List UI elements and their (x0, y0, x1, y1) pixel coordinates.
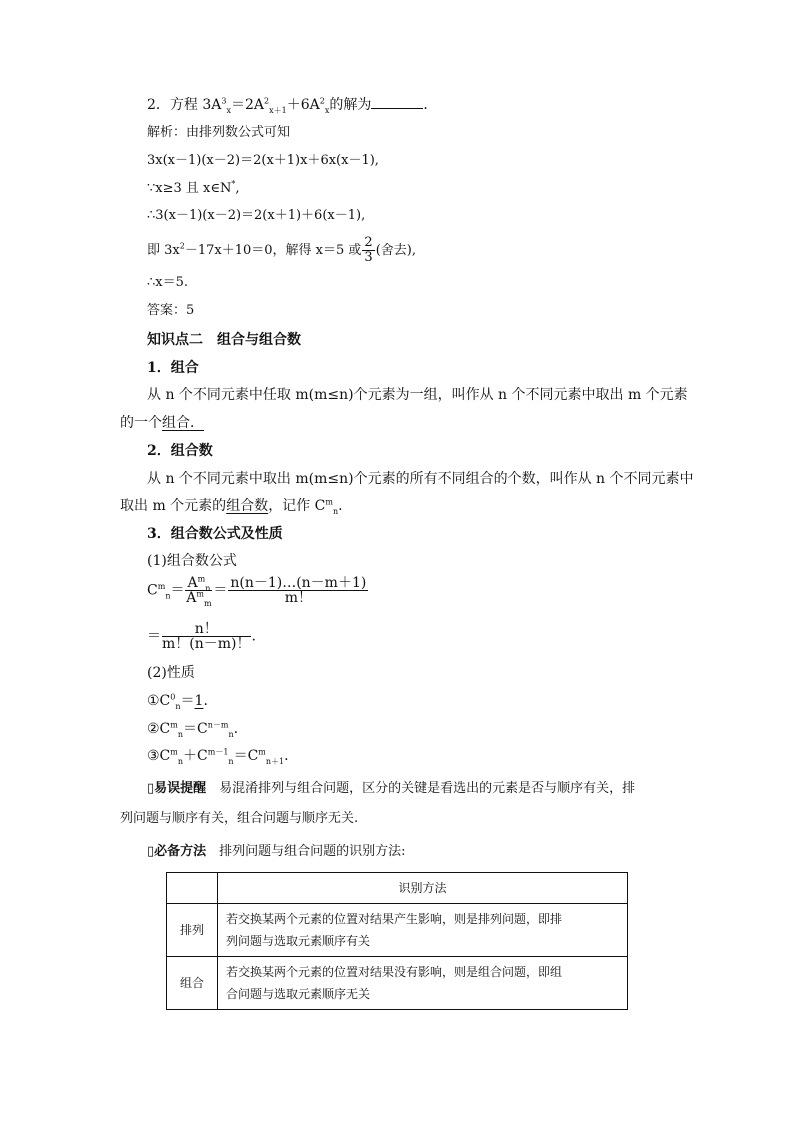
method-marker-icon: ▯ (147, 844, 155, 859)
equation-3: 即 $3x^2-17x+10=0$，解得 x＝5 或 $\frac{2}{3}$ (舍去), (147, 235, 416, 265)
question-stem: 2．方程 $3A^3_x=2A^2_{x+1}+6A^2_x$的解为 ． (147, 96, 438, 115)
condition: ∵x≥3 且 x∈N*, (147, 179, 240, 196)
fraction-two-thirds: $\frac{2}{3}$ (364, 235, 373, 265)
identification-table (166, 872, 628, 1010)
row-content: 若交换某两个元素的位置对结果产生影响，则是排列问题，即排 列问题与选取元素顺序有关 (218, 904, 628, 957)
table-row (167, 957, 628, 1010)
section-title: 知识点二 组合与组合数 (147, 332, 301, 348)
answer-blank (371, 96, 423, 109)
fraction-factorial: $\frac{n!}{m!(n-m)!}$ (162, 621, 251, 652)
analysis-label: 解析：由排列数公式可知 (147, 125, 291, 140)
property-2: $②C^m_n=C^{n-m}_n$. (147, 720, 239, 739)
subsection-1-line-2: 的一个组合． (120, 415, 204, 431)
result: ∴x＝5. (147, 275, 189, 290)
fraction-a-over-a: $\frac{A^m_n}{A^m_m}$ (186, 574, 212, 608)
tip-marker-icon: ▯ (147, 781, 155, 796)
property-1: $①C^0_n=1$. (147, 692, 208, 711)
row-label: 组合 (167, 957, 218, 1010)
tip-line-1: ▯易误提醒 易混淆排列与组合问题，区分的关键是看选出的元素是否与顺序有关，排 (147, 781, 636, 796)
table-row (167, 904, 628, 957)
tip-line-2: 列问题与顺序有关，组合问题与顺序无关. (120, 811, 359, 826)
subsection-2-line-1: 从 n 个不同元素中取出 m(m≤n)个元素的所有不同组合的个数，叫作从 n 个不同元素中 (147, 471, 694, 487)
combination-formula-factorial: ＝ $\frac{n!}{m!(n-m)!}$ . (147, 621, 256, 652)
subsection-1-line-1: 从 n 个不同元素中任取 m(m≤n)个元素为一组，叫作从 n 个不同元素中取出 m 个元素 (147, 387, 688, 403)
combination-formula: $C^m_n=$ $\frac{A^m_n}{A^m_m}$ ＝ $\frac{n(n-1)\dots(n-m+1)}{m!}$ (147, 574, 367, 608)
answer: 答案：5 (147, 303, 195, 318)
equation-2: ∴3(x－1)(x－2)＝2(x＋1)＋6(x－1), (147, 208, 366, 223)
fraction-product: $\frac{n(n-1)\dots(n-m+1)}{m!}$ (230, 575, 367, 606)
subsection-2-title: 2．组合数 (147, 443, 213, 459)
property-3: $③C^m_n+C^{m-1}_n=C^m_{n+1}$. (147, 747, 289, 766)
stem-text: 2．方程 3A (147, 97, 222, 113)
equation-1: 3x(x－1)(x－2)＝2(x＋1)x＋6x(x－1), (147, 153, 379, 168)
formula-title: (1)组合数公式 (147, 553, 237, 569)
subsection-1-title: 1．组合 (147, 360, 199, 376)
table-header: 识别方法 (218, 873, 628, 904)
properties-title: (2)性质 (147, 665, 195, 681)
subsection-3-title: 3．组合数公式及性质 (147, 526, 283, 542)
table-header-row (167, 873, 628, 904)
method-line: ▯必备方法 排列问题与组合问题的识别方法: (147, 844, 406, 859)
subsection-2-line-2: 取出 m 个元素的组合数，记作 $C^m_n$. (120, 497, 343, 516)
row-label: 排列 (167, 904, 218, 957)
row-content: 若交换某两个元素的位置对结果没有影响，则是组合问题，即组 合问题与选取元素顺序无关 (218, 957, 628, 1010)
